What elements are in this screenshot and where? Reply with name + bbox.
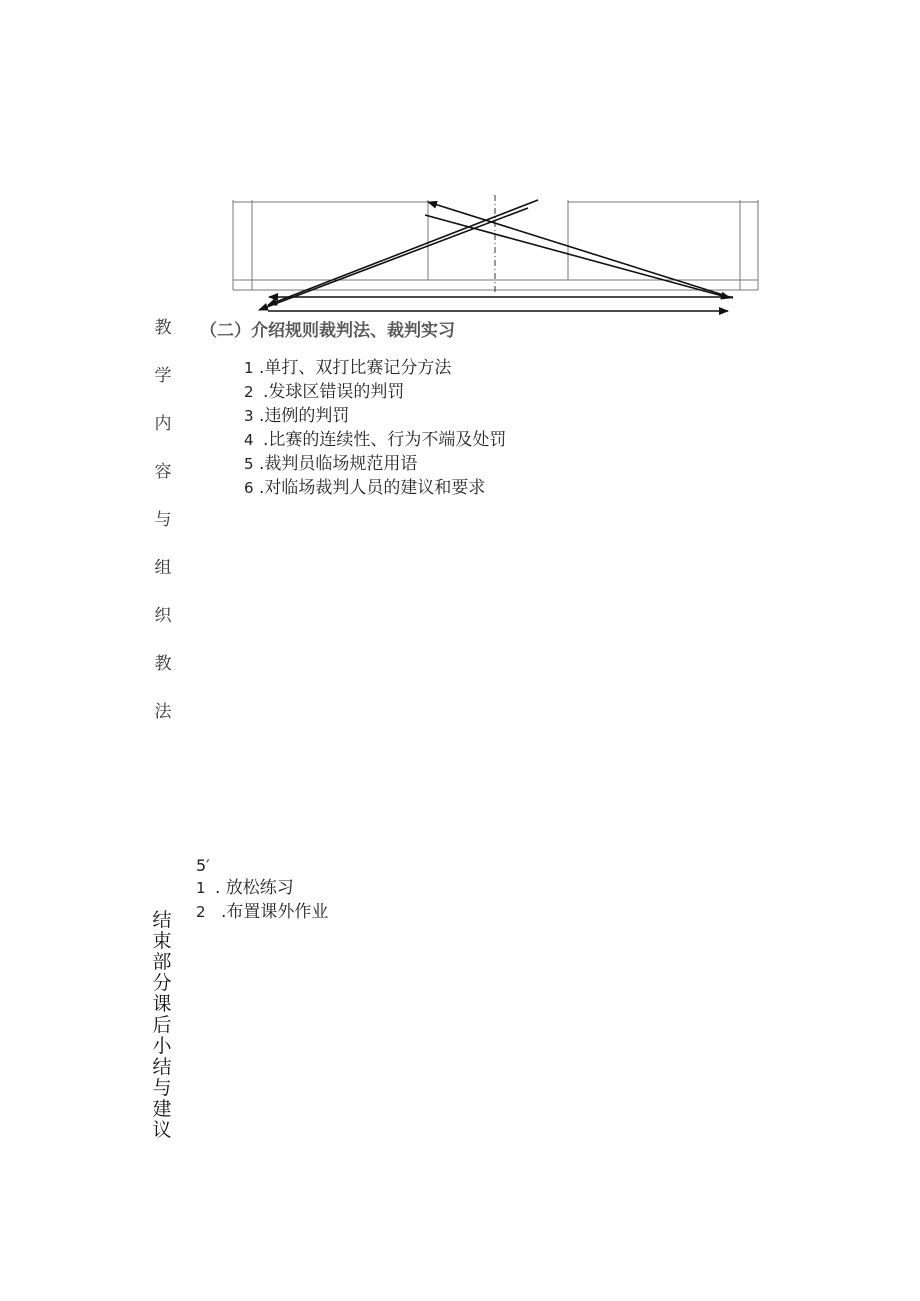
list-item-text: .违例的判罚 <box>258 406 350 426</box>
ending-label-char: 部 <box>152 951 172 973</box>
list-item-text: .单打、双打比赛记分方法 <box>258 358 452 378</box>
section-heading: （二）介绍规则裁判法、裁判实习 <box>200 321 455 341</box>
badminton-court-diagram <box>228 190 768 325</box>
section-label-char: 学 <box>154 366 172 386</box>
list-item <box>244 380 404 404</box>
list-item-text: .布置课外作业 <box>220 902 329 922</box>
section-label-char: 组 <box>154 558 172 578</box>
ending-label-char: 结 <box>152 1056 172 1078</box>
list-item-number: 1 <box>244 359 254 377</box>
list-item <box>196 876 294 900</box>
list-item-number: 1 <box>196 879 206 897</box>
ending-label-char: 小 <box>152 1035 172 1057</box>
section-label-char: 法 <box>154 702 172 722</box>
ending-label-char: 议 <box>152 1119 172 1141</box>
list-item <box>244 404 349 428</box>
section-label-char: 教 <box>154 654 172 674</box>
list-item-number: 3 <box>244 407 254 425</box>
list-item <box>244 452 417 476</box>
section-label-char: 织 <box>154 606 172 626</box>
ending-label-char: 建 <box>152 1098 172 1120</box>
ending-section-label <box>150 910 174 1141</box>
section-label-char: 与 <box>154 510 172 530</box>
ending-label-char: 课 <box>152 993 172 1015</box>
list-item <box>244 476 485 500</box>
section-label-char: 内 <box>154 414 172 434</box>
list-item-number: 2 <box>196 903 206 921</box>
ending-label-char: 分 <box>152 972 172 994</box>
list-item-text: . 放松练习 <box>214 878 294 898</box>
list-item <box>244 356 451 380</box>
list-item-text: .裁判员临场规范用语 <box>258 454 418 474</box>
list-item-text: .比赛的连续性、行为不端及处罚 <box>262 430 507 450</box>
list-item-number: 2 <box>244 383 254 401</box>
list-item-text: .发球区错误的判罚 <box>262 382 405 402</box>
ending-label-char: 后 <box>152 1014 172 1036</box>
section-label-char: 教 <box>154 318 172 338</box>
ending-label-char: 束 <box>152 930 172 952</box>
list-item-text: .对临场裁判人员的建议和要求 <box>258 478 486 498</box>
section-label-char: 容 <box>154 462 172 482</box>
list-item-number: 6 <box>244 479 254 497</box>
list-item-number: 4 <box>244 431 254 449</box>
ending-label-char: 与 <box>152 1077 172 1099</box>
list-item-number: 5 <box>244 455 254 473</box>
list-item <box>196 900 328 924</box>
duration-minutes: 5′ <box>196 856 210 875</box>
list-item <box>244 428 506 452</box>
ending-label-char: 结 <box>152 909 172 931</box>
